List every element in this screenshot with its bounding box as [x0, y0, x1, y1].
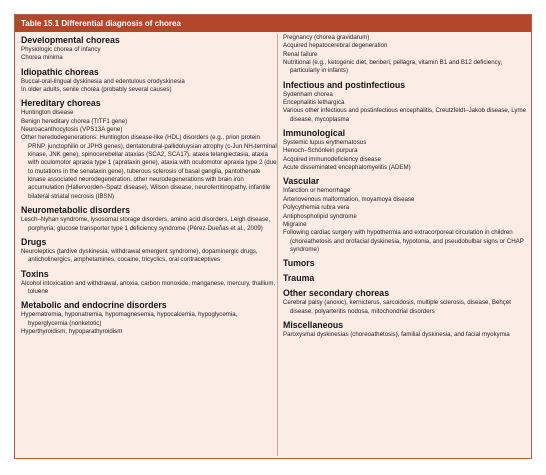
table-15-1 — [14, 14, 532, 459]
list-item: Arteriovenous malformation, moyamoya disease — [283, 195, 415, 203]
section-heading: Trauma — [283, 273, 315, 284]
list-item: Infarction or hemorrhage — [283, 187, 351, 195]
list-item: Neuroleptics (tardive dyskinesia, withdrawal emergent syndrome), dopaminergic drugs, anticholinergics, amphetamines, cocaine, tricyclics, oral contraceptives — [21, 247, 258, 264]
section-heading: Developmental choreas — [21, 35, 120, 45]
section — [21, 204, 277, 233]
section — [21, 236, 277, 265]
section — [21, 268, 277, 297]
left-column — [21, 34, 277, 336]
section — [21, 299, 277, 336]
section — [283, 319, 529, 339]
list-item: Sydenham chorea — [283, 90, 333, 98]
section-heading: Miscellaneous — [283, 319, 344, 330]
list-item: Alcohol intoxication and withdrawal, anoxia, carbon monoxide, manganese, mercury, thallium, toluene — [21, 279, 276, 295]
list-item: Encephalitis lethargica — [283, 99, 345, 107]
right-column — [283, 34, 529, 339]
list-item: Polycythemia rubra vera — [283, 204, 350, 212]
list-item: Nutritional (e.g., ketogenic diet, beriberi, pellagra, vitamin B1 and B12 deficiency, particularly in infants) — [283, 59, 503, 75]
section — [21, 97, 277, 201]
section-heading: Hereditary choreas — [21, 98, 101, 109]
section-heading: Tumors — [283, 258, 315, 269]
list-item: Migraine — [283, 220, 307, 228]
section-heading: Infectious and postinfectious — [283, 79, 406, 90]
list-item: Pregnancy (chorea gravidarum) — [283, 34, 370, 41]
list-item: Antiphospholipid syndrome — [283, 212, 357, 220]
section — [283, 127, 529, 172]
section — [283, 34, 529, 76]
section — [283, 257, 529, 269]
list-item: Physiologic chorea of infancy — [21, 46, 101, 53]
section — [21, 66, 277, 95]
list-item: Acquired hepatocerebral degeneration — [283, 42, 388, 50]
section — [283, 272, 529, 284]
section — [21, 34, 277, 63]
list-item: Neuroacanthocytosis (VPS13A gene) — [21, 126, 123, 134]
list-item: Acquired immunodeficiency disease — [283, 155, 381, 163]
list-item: In older adults, senile chorea (probably several causes) — [21, 86, 172, 94]
list-item: Various other infectious and postinfectious encephalitis, Creutzfeldt–Jakob disease, Lyme disease, mycoplasma — [283, 107, 527, 123]
table-title: Table 15.1 Differential diagnosis of chorea — [15, 15, 531, 32]
list-item: Systemic lupus erythematosus — [283, 139, 367, 147]
list-item: Benign hereditary chorea (TITF1 gene) — [21, 117, 128, 125]
section-heading: Immunological — [283, 128, 346, 139]
list-item: Huntington disease — [21, 109, 74, 117]
section-heading: Drugs — [21, 236, 47, 247]
list-item: Renal failure — [283, 50, 318, 58]
list-item: Other heredodegenerations: Huntington disease-like (HDL) disorders (e.g., prion protein PRNP, junctophilin or JPH3 genes), dentatorubral-pallidoluysian atrophy (c-Jun NH-terminal kinase, JNK gene), spinocerebellar ataxias (SCA2, SCA17), ataxia telangiectasia, ataxia with oculomotor apraxia type 1 (aprataxin gene), ataxia with oculomotor apraxia type 2 (due to mutations in the senataxin gene), tuberous sclerosis of basal ganglia, pantothenate kinase associated neurodegeneration, other neurodegenerations with brain iron accumulation (Hallervorden–Spatz disease), Wilson disease, neuroferritinopathy, infantile bilateral striatal necrosis (IBSN) — [21, 134, 277, 200]
list-item: Paroxysmal dyskinesias (choreoathetosis), familial dyskinesia, and facial myokymia — [283, 330, 510, 338]
column-divider — [277, 34, 278, 456]
section — [283, 79, 529, 124]
list-item: Acute disseminated encephalomyelitis (ADEM) — [283, 164, 411, 172]
section-heading: Other secondary choreas — [283, 288, 390, 299]
list-item: Hypernatremia, hyponatremia, hypomagnesemia, hypocalcemia, hypoglycemia, hyperglycemia (nonketotic) — [21, 311, 238, 327]
list-item: Henoch–Schönlein purpura — [283, 147, 358, 155]
section-heading: Idiopathic choreas — [21, 66, 99, 77]
list-item: Cerebral palsy (anoxic), kernicterus, sarcoidosis, multiple sclerosis, disease, Behçet disease, polyarteritis nodosa, mitochondrial disorders — [283, 299, 511, 315]
section — [283, 175, 529, 254]
list-item: Hyperthyroidism, hypoparathyroidism — [21, 327, 123, 335]
section-heading: Metabolic and endocrine disorders — [21, 300, 167, 311]
list-item: Following cardiac surgery with hypothermia and extracorporeal circulation in children (choreathetosis and orofacial dyskinesia, hypotonia, and pseudobulbar signs or CHAP syndrome) — [283, 229, 524, 253]
section-heading: Vascular — [283, 176, 320, 187]
section — [283, 287, 529, 316]
section-heading: Toxins — [21, 268, 49, 279]
section-heading: Neurometabolic disorders — [21, 205, 131, 216]
list-item: Chorea minima — [21, 54, 63, 62]
list-item: Lesch–Nyhan syndrome, lysosomal storage disorders, amino acid disorders, Leigh disease, porphyria; glucose transporter type 1 deficiency syndrome (Pérez-Dueñas et al., 2009) — [21, 216, 271, 232]
list-item: Buccal-oral-lingual dyskinesia and edentulous orodyskinesia — [21, 77, 185, 85]
